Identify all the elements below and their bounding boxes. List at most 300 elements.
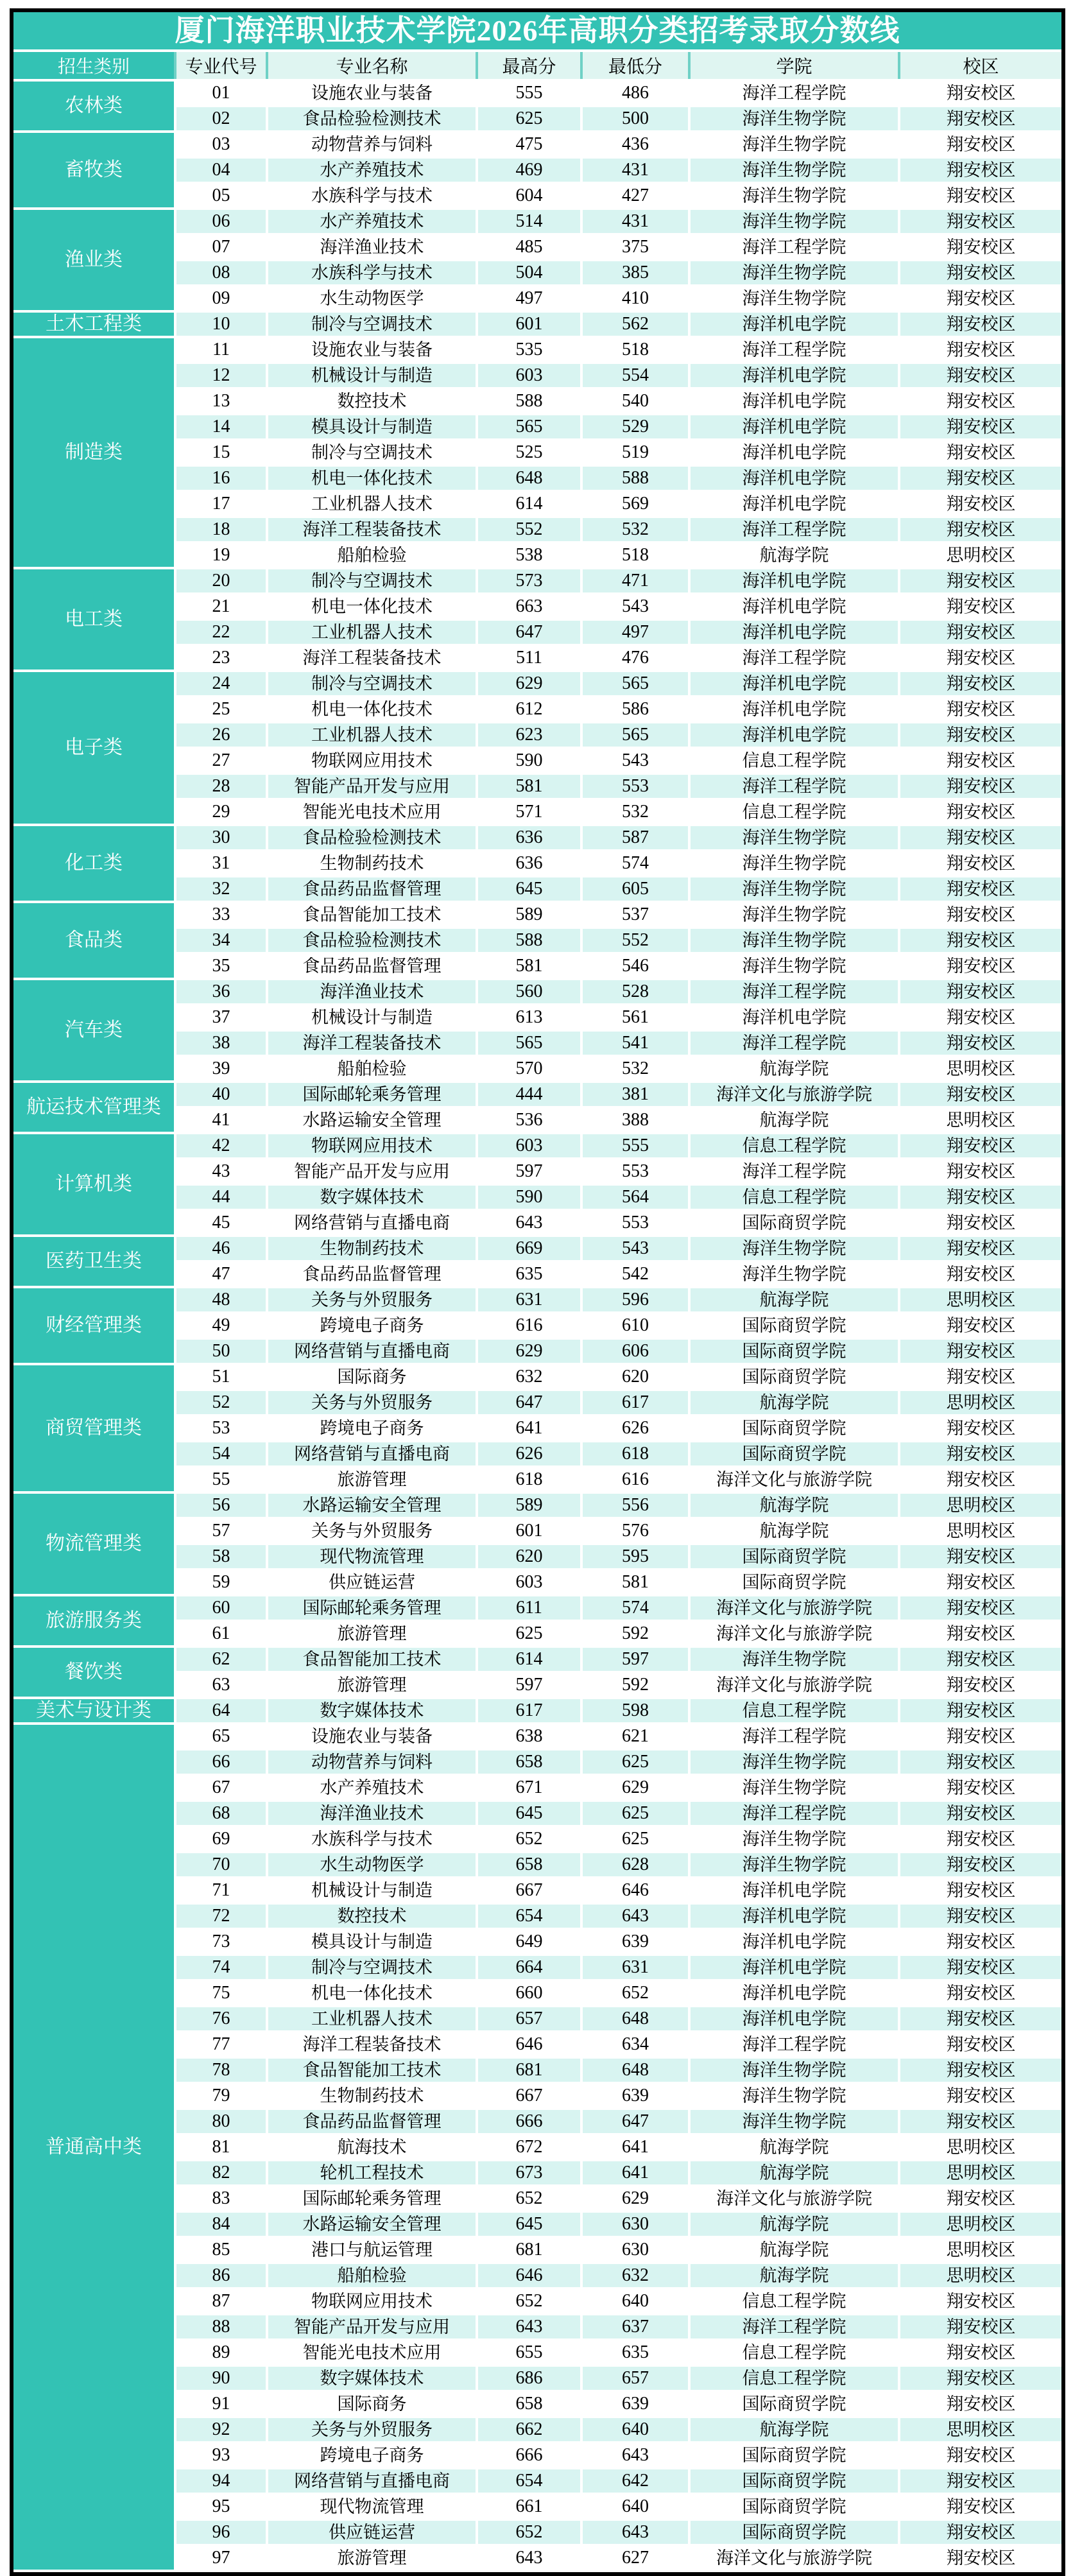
cell-major-name: 港口与航运管理 — [267, 2237, 477, 2263]
cell-min-score: 630 — [581, 2237, 689, 2263]
cell-campus: 翔安校区 — [899, 671, 1061, 696]
cell-max-score: 625 — [477, 1621, 581, 1647]
cell-major-name: 模具设计与制造 — [267, 414, 477, 440]
cell-min-score: 581 — [581, 1569, 689, 1595]
cell-major-code: 80 — [175, 2109, 267, 2134]
cell-major-name: 机电一体化技术 — [267, 696, 477, 722]
cell-campus: 翔安校区 — [899, 2520, 1061, 2545]
cell-max-score: 552 — [477, 517, 581, 542]
cell-min-score: 592 — [581, 1621, 689, 1647]
cell-college: 海洋工程学院 — [689, 1801, 899, 1826]
cell-campus: 翔安校区 — [899, 260, 1061, 286]
cell-campus: 翔安校区 — [899, 1184, 1061, 1210]
cell-campus: 思明校区 — [899, 2417, 1061, 2442]
col-header-major-code: 专业代号 — [175, 52, 267, 80]
cell-campus: 思明校区 — [899, 542, 1061, 568]
cell-campus: 翔安校区 — [899, 953, 1061, 979]
cell-campus: 思明校区 — [899, 1287, 1061, 1313]
cell-min-score: 569 — [581, 491, 689, 517]
cell-min-score: 529 — [581, 414, 689, 440]
cell-min-score: 375 — [581, 234, 689, 260]
category-cell: 食品类 — [13, 902, 175, 979]
cell-campus: 翔安校区 — [899, 414, 1061, 440]
cell-min-score: 543 — [581, 594, 689, 619]
cell-major-code: 34 — [175, 928, 267, 953]
cell-college: 海洋生物学院 — [689, 260, 899, 286]
cell-max-score: 643 — [477, 1210, 581, 1236]
cell-campus: 翔安校区 — [899, 2083, 1061, 2109]
cell-min-score: 647 — [581, 2109, 689, 2134]
cell-major-name: 生物制药技术 — [267, 851, 477, 876]
cell-college: 信息工程学院 — [689, 748, 899, 774]
cell-max-score: 620 — [477, 1544, 581, 1569]
cell-min-score: 639 — [581, 2083, 689, 2109]
cell-campus: 思明校区 — [899, 1518, 1061, 1544]
cell-major-code: 07 — [175, 234, 267, 260]
cell-major-code: 29 — [175, 799, 267, 825]
cell-max-score: 646 — [477, 2263, 581, 2288]
cell-major-name: 海洋工程装备技术 — [267, 2032, 477, 2057]
cell-min-score: 574 — [581, 1595, 689, 1621]
cell-major-name: 食品检验检测技术 — [267, 106, 477, 132]
cell-max-score: 614 — [477, 491, 581, 517]
cell-max-score: 504 — [477, 260, 581, 286]
table-row — [13, 209, 1061, 234]
category-cell: 电子类 — [13, 671, 175, 825]
cell-college: 海洋生物学院 — [689, 286, 899, 311]
cell-min-score: 565 — [581, 722, 689, 748]
cell-college: 海洋工程学院 — [689, 2032, 899, 2057]
cell-min-score: 646 — [581, 1878, 689, 1903]
category-cell: 医药卫生类 — [13, 1236, 175, 1287]
cell-max-score: 652 — [477, 2186, 581, 2211]
cell-major-code: 44 — [175, 1184, 267, 1210]
cell-min-score: 630 — [581, 2211, 689, 2237]
cell-campus: 思明校区 — [899, 1056, 1061, 1082]
cell-major-code: 02 — [175, 106, 267, 132]
cell-college: 信息工程学院 — [689, 799, 899, 825]
cell-min-score: 587 — [581, 825, 689, 851]
cell-college: 海洋生物学院 — [689, 1647, 899, 1672]
cell-major-code: 35 — [175, 953, 267, 979]
cell-college: 海洋工程学院 — [689, 1724, 899, 1749]
cell-major-code: 17 — [175, 491, 267, 517]
cell-major-code: 39 — [175, 1056, 267, 1082]
cell-college: 海洋生物学院 — [689, 851, 899, 876]
cell-college: 海洋机电学院 — [689, 671, 899, 696]
cell-min-score: 543 — [581, 1236, 689, 1261]
cell-major-name: 设施农业与装备 — [267, 1724, 477, 1749]
cell-college: 海洋生物学院 — [689, 902, 899, 928]
cell-min-score: 637 — [581, 2314, 689, 2340]
cell-college: 海洋机电学院 — [689, 311, 899, 337]
cell-major-code: 47 — [175, 1261, 267, 1287]
cell-min-score: 431 — [581, 209, 689, 234]
cell-min-score: 618 — [581, 1441, 689, 1467]
cell-major-code: 03 — [175, 132, 267, 157]
cell-max-score: 497 — [477, 286, 581, 311]
cell-major-code: 67 — [175, 1775, 267, 1801]
cell-college: 海洋机电学院 — [689, 440, 899, 465]
cell-min-score: 616 — [581, 1467, 689, 1492]
cell-college: 海洋机电学院 — [689, 696, 899, 722]
cell-campus: 翔安校区 — [899, 1955, 1061, 1980]
cell-major-code: 10 — [175, 311, 267, 337]
cell-major-code: 25 — [175, 696, 267, 722]
cell-campus: 翔安校区 — [899, 106, 1061, 132]
cell-campus: 翔安校区 — [899, 1801, 1061, 1826]
cell-major-code: 36 — [175, 979, 267, 1005]
cell-max-score: 555 — [477, 80, 581, 106]
cell-major-name: 国际邮轮乘务管理 — [267, 2186, 477, 2211]
cell-college: 航海学院 — [689, 2134, 899, 2160]
cell-max-score: 666 — [477, 2109, 581, 2134]
cell-min-score: 640 — [581, 2417, 689, 2442]
cell-major-name: 食品智能加工技术 — [267, 902, 477, 928]
cell-campus: 翔安校区 — [899, 1903, 1061, 1929]
cell-major-code: 48 — [175, 1287, 267, 1313]
table-row — [13, 568, 1061, 594]
cell-campus: 翔安校区 — [899, 696, 1061, 722]
cell-min-score: 648 — [581, 2006, 689, 2032]
col-header-major-name: 专业名称 — [267, 52, 477, 80]
cell-min-score: 643 — [581, 1903, 689, 1929]
cell-min-score: 631 — [581, 1955, 689, 1980]
cell-max-score: 654 — [477, 1903, 581, 1929]
cell-major-code: 41 — [175, 1107, 267, 1133]
cell-major-name: 供应链运营 — [267, 1569, 477, 1595]
col-header-category: 招生类别 — [13, 52, 175, 80]
category-cell: 化工类 — [13, 825, 175, 902]
cell-max-score: 590 — [477, 1184, 581, 1210]
cell-min-score: 640 — [581, 2494, 689, 2520]
cell-major-code: 38 — [175, 1030, 267, 1056]
cell-major-name: 制冷与空调技术 — [267, 671, 477, 696]
cell-major-name: 跨境电子商务 — [267, 1313, 477, 1338]
cell-major-code: 92 — [175, 2417, 267, 2442]
cell-college: 海洋生物学院 — [689, 1775, 899, 1801]
cell-max-score: 649 — [477, 1929, 581, 1955]
cell-campus: 翔安校区 — [899, 80, 1061, 106]
cell-major-name: 食品药品监督管理 — [267, 1261, 477, 1287]
cell-max-score: 536 — [477, 1107, 581, 1133]
cell-max-score: 652 — [477, 2520, 581, 2545]
cell-campus: 翔安校区 — [899, 1595, 1061, 1621]
cell-min-score: 476 — [581, 645, 689, 671]
cell-max-score: 636 — [477, 825, 581, 851]
cell-campus: 翔安校区 — [899, 902, 1061, 928]
cell-major-name: 制冷与空调技术 — [267, 1955, 477, 1980]
cell-college: 海洋机电学院 — [689, 1929, 899, 1955]
cell-major-code: 78 — [175, 2057, 267, 2083]
header-row — [13, 52, 1061, 80]
cell-min-score: 635 — [581, 2340, 689, 2365]
cell-major-name: 航海技术 — [267, 2134, 477, 2160]
cell-campus: 翔安校区 — [899, 1544, 1061, 1569]
cell-major-name: 动物营养与饲料 — [267, 1749, 477, 1775]
cell-max-score: 525 — [477, 440, 581, 465]
cell-major-code: 64 — [175, 1698, 267, 1724]
cell-campus: 翔安校区 — [899, 2109, 1061, 2134]
cell-college: 海洋文化与旅游学院 — [689, 2186, 899, 2211]
cell-campus: 思明校区 — [899, 1107, 1061, 1133]
cell-max-score: 652 — [477, 1826, 581, 1852]
cell-campus: 翔安校区 — [899, 928, 1061, 953]
cell-min-score: 543 — [581, 748, 689, 774]
cell-campus: 翔安校区 — [899, 2468, 1061, 2494]
cell-min-score: 629 — [581, 1775, 689, 1801]
cell-max-score: 632 — [477, 1364, 581, 1390]
cell-campus: 翔安校区 — [899, 1159, 1061, 1184]
category-cell: 旅游服务类 — [13, 1595, 175, 1647]
cell-max-score: 603 — [477, 363, 581, 388]
cell-college: 海洋生物学院 — [689, 157, 899, 183]
cell-college: 国际商贸学院 — [689, 1338, 899, 1364]
cell-college: 信息工程学院 — [689, 1698, 899, 1724]
col-header-min-score: 最低分 — [581, 52, 689, 80]
table-row — [13, 1082, 1061, 1107]
cell-college: 海洋工程学院 — [689, 645, 899, 671]
cell-major-name: 网络营销与直播电商 — [267, 2468, 477, 2494]
cell-max-score: 667 — [477, 2083, 581, 2109]
cell-college: 海洋机电学院 — [689, 363, 899, 388]
cell-college: 海洋机电学院 — [689, 465, 899, 491]
cell-major-code: 79 — [175, 2083, 267, 2109]
cell-college: 海洋生物学院 — [689, 1852, 899, 1878]
cell-college: 海洋机电学院 — [689, 1005, 899, 1030]
cell-campus: 思明校区 — [899, 2237, 1061, 2263]
cell-major-name: 设施农业与装备 — [267, 337, 477, 363]
cell-min-score: 592 — [581, 1672, 689, 1698]
table-row — [13, 671, 1061, 696]
cell-campus: 翔安校区 — [899, 1364, 1061, 1390]
cell-min-score: 641 — [581, 2134, 689, 2160]
cell-max-score: 645 — [477, 1801, 581, 1826]
cell-major-code: 28 — [175, 774, 267, 799]
cell-min-score: 541 — [581, 1030, 689, 1056]
cell-max-score: 601 — [477, 311, 581, 337]
cell-max-score: 612 — [477, 696, 581, 722]
cell-major-name: 设施农业与装备 — [267, 80, 477, 106]
cell-major-code: 69 — [175, 1826, 267, 1852]
cell-max-score: 645 — [477, 876, 581, 902]
category-cell: 物流管理类 — [13, 1492, 175, 1595]
cell-major-name: 水产养殖技术 — [267, 1775, 477, 1801]
cell-college: 海洋机电学院 — [689, 414, 899, 440]
cell-max-score: 618 — [477, 1467, 581, 1492]
cell-min-score: 436 — [581, 132, 689, 157]
cell-college: 海洋工程学院 — [689, 517, 899, 542]
cell-college: 海洋机电学院 — [689, 594, 899, 619]
cell-major-name: 生物制药技术 — [267, 1236, 477, 1261]
cell-campus: 翔安校区 — [899, 2494, 1061, 2520]
cell-major-name: 数控技术 — [267, 388, 477, 414]
cell-college: 海洋工程学院 — [689, 1159, 899, 1184]
cell-major-code: 42 — [175, 1133, 267, 1159]
cell-major-name: 制冷与空调技术 — [267, 568, 477, 594]
table-row — [13, 902, 1061, 928]
cell-campus: 翔安校区 — [899, 388, 1061, 414]
cell-max-score: 603 — [477, 1133, 581, 1159]
cell-max-score: 636 — [477, 851, 581, 876]
cell-college: 海洋工程学院 — [689, 1030, 899, 1056]
cell-college: 海洋机电学院 — [689, 388, 899, 414]
cell-college: 海洋机电学院 — [689, 1878, 899, 1903]
cell-campus: 翔安校区 — [899, 1724, 1061, 1749]
cell-major-name: 食品检验检测技术 — [267, 825, 477, 851]
cell-campus: 翔安校区 — [899, 1441, 1061, 1467]
cell-major-name: 水路运输安全管理 — [267, 1492, 477, 1518]
cell-max-score: 631 — [477, 1287, 581, 1313]
cell-major-code: 85 — [175, 2237, 267, 2263]
cell-college: 航海学院 — [689, 1518, 899, 1544]
cell-major-code: 09 — [175, 286, 267, 311]
cell-major-name: 动物营养与饲料 — [267, 132, 477, 157]
cell-max-score: 611 — [477, 1595, 581, 1621]
cell-campus: 翔安校区 — [899, 876, 1061, 902]
cell-min-score: 617 — [581, 1390, 689, 1415]
table-row — [13, 1287, 1061, 1313]
cell-campus: 翔安校区 — [899, 2006, 1061, 2032]
table-row — [13, 1492, 1061, 1518]
cell-max-score: 469 — [477, 157, 581, 183]
cell-college: 海洋机电学院 — [689, 1980, 899, 2006]
cell-college: 国际商贸学院 — [689, 2520, 899, 2545]
cell-min-score: 518 — [581, 542, 689, 568]
cell-max-score: 565 — [477, 1030, 581, 1056]
cell-campus: 翔安校区 — [899, 2186, 1061, 2211]
cell-college: 国际商贸学院 — [689, 1415, 899, 1441]
cell-max-score: 643 — [477, 2314, 581, 2340]
cell-max-score: 603 — [477, 1569, 581, 1595]
cell-min-score: 576 — [581, 1518, 689, 1544]
cell-max-score: 643 — [477, 2545, 581, 2571]
cell-max-score: 581 — [477, 774, 581, 799]
cell-min-score: 639 — [581, 2391, 689, 2417]
cell-campus: 思明校区 — [899, 2160, 1061, 2186]
cell-major-name: 网络营销与直播电商 — [267, 1338, 477, 1364]
cell-max-score: 661 — [477, 2494, 581, 2520]
cell-major-code: 59 — [175, 1569, 267, 1595]
cell-min-score: 597 — [581, 1647, 689, 1672]
cell-major-name: 关务与外贸服务 — [267, 1390, 477, 1415]
cell-max-score: 673 — [477, 2160, 581, 2186]
cell-major-code: 90 — [175, 2365, 267, 2391]
cell-major-code: 87 — [175, 2288, 267, 2314]
cell-major-code: 75 — [175, 1980, 267, 2006]
table-row — [13, 825, 1061, 851]
cell-max-score: 645 — [477, 2211, 581, 2237]
cell-max-score: 672 — [477, 2134, 581, 2160]
cell-major-code: 74 — [175, 1955, 267, 1980]
cell-campus: 翔安校区 — [899, 1313, 1061, 1338]
cell-min-score: 629 — [581, 2186, 689, 2211]
cell-major-code: 33 — [175, 902, 267, 928]
cell-major-code: 77 — [175, 2032, 267, 2057]
cell-max-score: 641 — [477, 1415, 581, 1441]
table-row — [13, 1595, 1061, 1621]
cell-max-score: 648 — [477, 465, 581, 491]
admission-score-sheet — [10, 8, 1065, 2576]
cell-major-name: 物联网应用技术 — [267, 1133, 477, 1159]
cell-major-name: 工业机器人技术 — [267, 619, 477, 645]
cell-min-score: 586 — [581, 696, 689, 722]
cell-major-name: 数字媒体技术 — [267, 1698, 477, 1724]
cell-college: 信息工程学院 — [689, 2288, 899, 2314]
cell-college: 海洋工程学院 — [689, 337, 899, 363]
cell-major-code: 88 — [175, 2314, 267, 2340]
cell-college: 国际商贸学院 — [689, 2468, 899, 2494]
cell-major-name: 机电一体化技术 — [267, 465, 477, 491]
cell-major-code: 32 — [175, 876, 267, 902]
cell-max-score: 671 — [477, 1775, 581, 1801]
cell-campus: 翔安校区 — [899, 517, 1061, 542]
cell-min-score: 554 — [581, 363, 689, 388]
cell-major-name: 海洋工程装备技术 — [267, 517, 477, 542]
cell-major-name: 机电一体化技术 — [267, 1980, 477, 2006]
category-cell: 航运技术管理类 — [13, 1082, 175, 1133]
cell-campus: 翔安校区 — [899, 1980, 1061, 2006]
cell-campus: 翔安校区 — [899, 2340, 1061, 2365]
cell-min-score: 537 — [581, 902, 689, 928]
cell-campus: 思明校区 — [899, 2211, 1061, 2237]
cell-campus: 翔安校区 — [899, 568, 1061, 594]
cell-college: 海洋文化与旅游学院 — [689, 1672, 899, 1698]
cell-major-name: 旅游管理 — [267, 1467, 477, 1492]
cell-min-score: 564 — [581, 1184, 689, 1210]
cell-max-score: 664 — [477, 1955, 581, 1980]
cell-college: 海洋机电学院 — [689, 722, 899, 748]
cell-major-name: 船舶检验 — [267, 2263, 477, 2288]
cell-min-score: 546 — [581, 953, 689, 979]
cell-campus: 翔安校区 — [899, 799, 1061, 825]
cell-major-name: 水产养殖技术 — [267, 157, 477, 183]
cell-campus: 翔安校区 — [899, 1852, 1061, 1878]
cell-major-name: 智能产品开发与应用 — [267, 2314, 477, 2340]
cell-max-score: 597 — [477, 1159, 581, 1184]
cell-campus: 翔安校区 — [899, 1647, 1061, 1672]
cell-min-score: 553 — [581, 1210, 689, 1236]
cell-max-score: 666 — [477, 2442, 581, 2468]
cell-major-name: 数字媒体技术 — [267, 2365, 477, 2391]
cell-major-name: 旅游管理 — [267, 1621, 477, 1647]
cell-major-code: 12 — [175, 363, 267, 388]
cell-max-score: 589 — [477, 1492, 581, 1518]
cell-max-score: 652 — [477, 2288, 581, 2314]
cell-major-code: 93 — [175, 2442, 267, 2468]
cell-college: 国际商贸学院 — [689, 2442, 899, 2468]
cell-max-score: 588 — [477, 928, 581, 953]
cell-min-score: 610 — [581, 1313, 689, 1338]
cell-college: 海洋文化与旅游学院 — [689, 1621, 899, 1647]
cell-min-score: 500 — [581, 106, 689, 132]
cell-major-code: 63 — [175, 1672, 267, 1698]
cell-major-name: 船舶检验 — [267, 542, 477, 568]
cell-major-name: 网络营销与直播电商 — [267, 1441, 477, 1467]
cell-major-name: 现代物流管理 — [267, 2494, 477, 2520]
cell-major-name: 网络营销与直播电商 — [267, 1210, 477, 1236]
cell-college: 海洋生物学院 — [689, 183, 899, 209]
cell-major-code: 73 — [175, 1929, 267, 1955]
table-row — [13, 1133, 1061, 1159]
cell-major-name: 船舶检验 — [267, 1056, 477, 1082]
cell-campus: 翔安校区 — [899, 594, 1061, 619]
cell-campus: 翔安校区 — [899, 209, 1061, 234]
cell-college: 航海学院 — [689, 1390, 899, 1415]
cell-major-code: 51 — [175, 1364, 267, 1390]
cell-campus: 翔安校区 — [899, 1775, 1061, 1801]
cell-major-name: 海洋渔业技术 — [267, 234, 477, 260]
